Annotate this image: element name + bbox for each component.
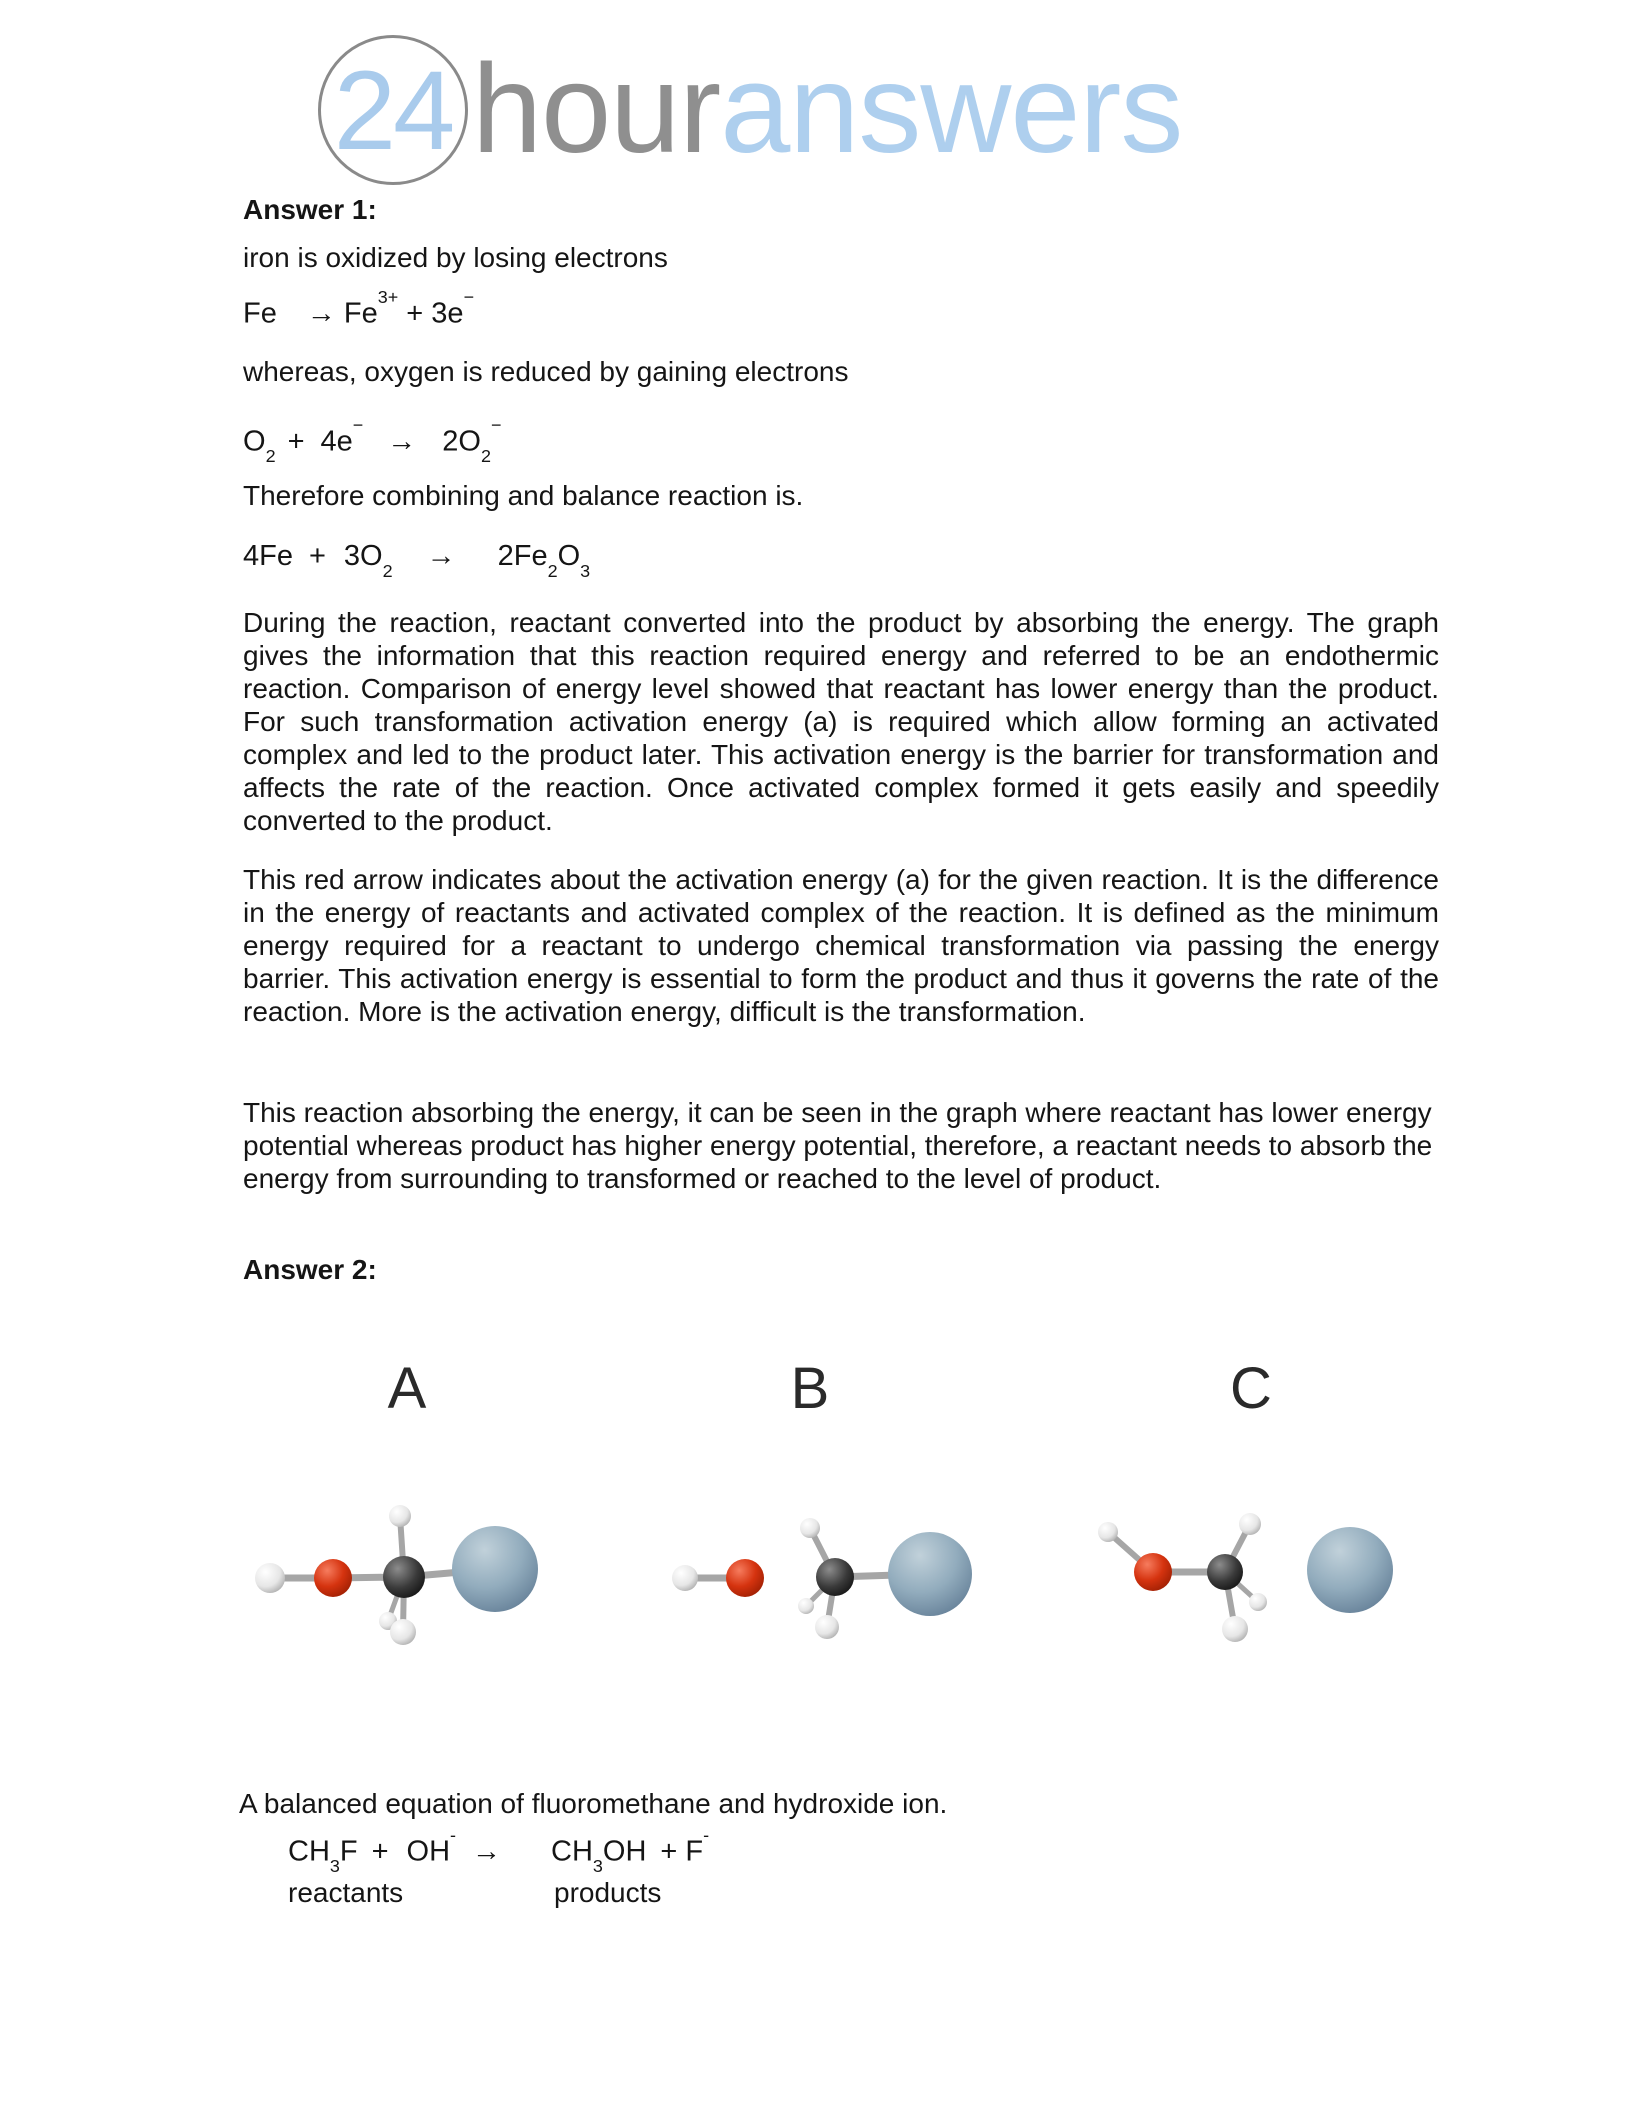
answer1-paragraph-1: During the reaction, reactant converted into the product by absorbing the energy. The graph gives the information that this reaction required energy and referred to be an endothermic reaction. Comparison of energy level showed that reactant has lower energy than the product. For such transformation activation energy (a) is required which allow forming an activated complex and led to the product later. This activation energy is the barrier for transformation and affects the rate of the reaction. Once activated complex formed it gets easily and speedily converted to the product.	[243, 607, 1439, 836]
subscript: 2	[480, 446, 491, 467]
answer1-paragraph-2: This red arrow indicates about the activation energy (a) for the given reaction. It is the difference in the energy of reactants and activated complex of the reaction. It is defined as the minimum energy required for a reactant to undergo chemical transformation via passing the energy barrier. This activation energy is essential to form the product and thus it governs the rate of the reaction. More is the activation energy, difficult is the transformation.	[243, 864, 1439, 1027]
superscript: −	[352, 414, 364, 435]
hydrogen-atom	[798, 1598, 814, 1614]
equation-text: 2O	[442, 425, 481, 458]
equation-text: +	[308, 540, 326, 572]
logo-word-hour: hour	[472, 37, 721, 179]
hydrogen-atom	[389, 1505, 411, 1527]
molecule-c-label: C	[1230, 1356, 1272, 1421]
subscript: 2	[382, 560, 393, 581]
equation-text: O	[557, 540, 581, 572]
equation-text: Fe	[335, 297, 378, 330]
reaction-arrow-icon: →	[426, 540, 456, 572]
hydrogen-atom	[672, 1565, 698, 1591]
subscript: 3	[329, 1856, 340, 1877]
reaction-arrow-icon: →	[306, 297, 336, 330]
subscript: 2	[547, 560, 558, 581]
equation-text: OH	[602, 1835, 647, 1868]
superscript: 3+	[377, 286, 399, 307]
products-label: products	[554, 1877, 662, 1908]
molecule-figure	[0, 1460, 1632, 1700]
equation-text: 2Fe	[497, 540, 548, 572]
answer2-heading: Answer 2:	[243, 1254, 377, 1285]
hydrogen-atom	[1239, 1513, 1261, 1535]
logo-word-answers: answers	[720, 37, 1183, 179]
reaction-arrow-icon: →	[387, 425, 417, 458]
equation-text: F	[339, 1835, 358, 1868]
subscript: 3	[592, 1856, 603, 1877]
subscript: 2	[265, 446, 276, 467]
carbon-atom	[816, 1558, 854, 1596]
hydrogen-atom	[255, 1563, 285, 1593]
equation-combined	[243, 536, 590, 586]
molecule-a-label: A	[387, 1356, 427, 1421]
equation-o2-reduction	[243, 414, 501, 471]
oxygen-atom	[726, 1559, 764, 1597]
equation-text: CH	[551, 1835, 593, 1868]
fluorine-atom	[888, 1532, 972, 1616]
hydrogen-atom	[390, 1619, 416, 1645]
carbon-atom	[1207, 1554, 1243, 1590]
answer1-paragraph-3: This reaction absorbing the energy, it can be seen in the graph where reactant has lower energy potential whereas product has higher energy potential, therefore, a reactant needs to absorb the energy from surrounding to transformed or reached to the level of product.	[243, 1097, 1433, 1194]
equation-fe-oxidation	[243, 286, 474, 334]
hydrogen-atom	[800, 1518, 820, 1538]
subscript: 3	[580, 560, 591, 581]
reaction-arrow-icon: →	[472, 1835, 502, 1868]
logo-circle-icon	[318, 35, 468, 185]
equation-text: O	[243, 425, 266, 458]
equation-text: 3O	[343, 540, 383, 572]
superscript: -	[703, 1824, 710, 1845]
superscript: -	[450, 1824, 457, 1845]
answer1-line-whereas: whereas, oxygen is reduced by gaining electrons	[243, 356, 849, 387]
reactants-label: reactants	[288, 1877, 404, 1908]
answer2-line-balanced: A balanced equation of fluoromethane and hydroxide ion.	[239, 1788, 948, 1819]
hydrogen-atom	[815, 1615, 839, 1639]
equation-text: Fe	[243, 297, 277, 330]
carbon-atom	[383, 1556, 425, 1598]
equation-text: + 3e	[398, 297, 464, 330]
hydrogen-atom	[1249, 1593, 1267, 1611]
molecule-c	[1098, 1513, 1393, 1642]
equation-text: +	[287, 425, 305, 458]
molecule-b	[672, 1518, 972, 1639]
answer1-line-therefore: Therefore combining and balance reaction is.	[243, 480, 804, 511]
superscript: −	[490, 414, 502, 435]
equation-text: OH	[406, 1835, 451, 1868]
oxygen-atom	[314, 1559, 352, 1597]
equation-text: CH	[288, 1835, 330, 1868]
molecule-b-label: B	[790, 1356, 830, 1421]
answer1-heading: Answer 1:	[243, 194, 377, 225]
logo-number: 24	[333, 47, 453, 173]
equation-ch3f-oh	[288, 1824, 709, 1881]
oxygen-atom	[1134, 1553, 1172, 1591]
superscript: −	[463, 286, 475, 307]
equation-text: 4Fe	[243, 540, 293, 572]
hydrogen-atom	[1098, 1522, 1118, 1542]
equation-text: 4e	[320, 425, 353, 458]
equation-text: +	[371, 1835, 389, 1868]
equation-text: + F	[660, 1835, 704, 1868]
molecule-a	[255, 1505, 538, 1645]
fluoride-ion-atom	[1307, 1527, 1393, 1613]
answer1-line-iron: iron is oxidized by losing electrons	[243, 242, 668, 273]
fluorine-atom	[452, 1526, 538, 1612]
logo-wordmark	[472, 33, 1182, 183]
hydrogen-atom	[1222, 1616, 1248, 1642]
